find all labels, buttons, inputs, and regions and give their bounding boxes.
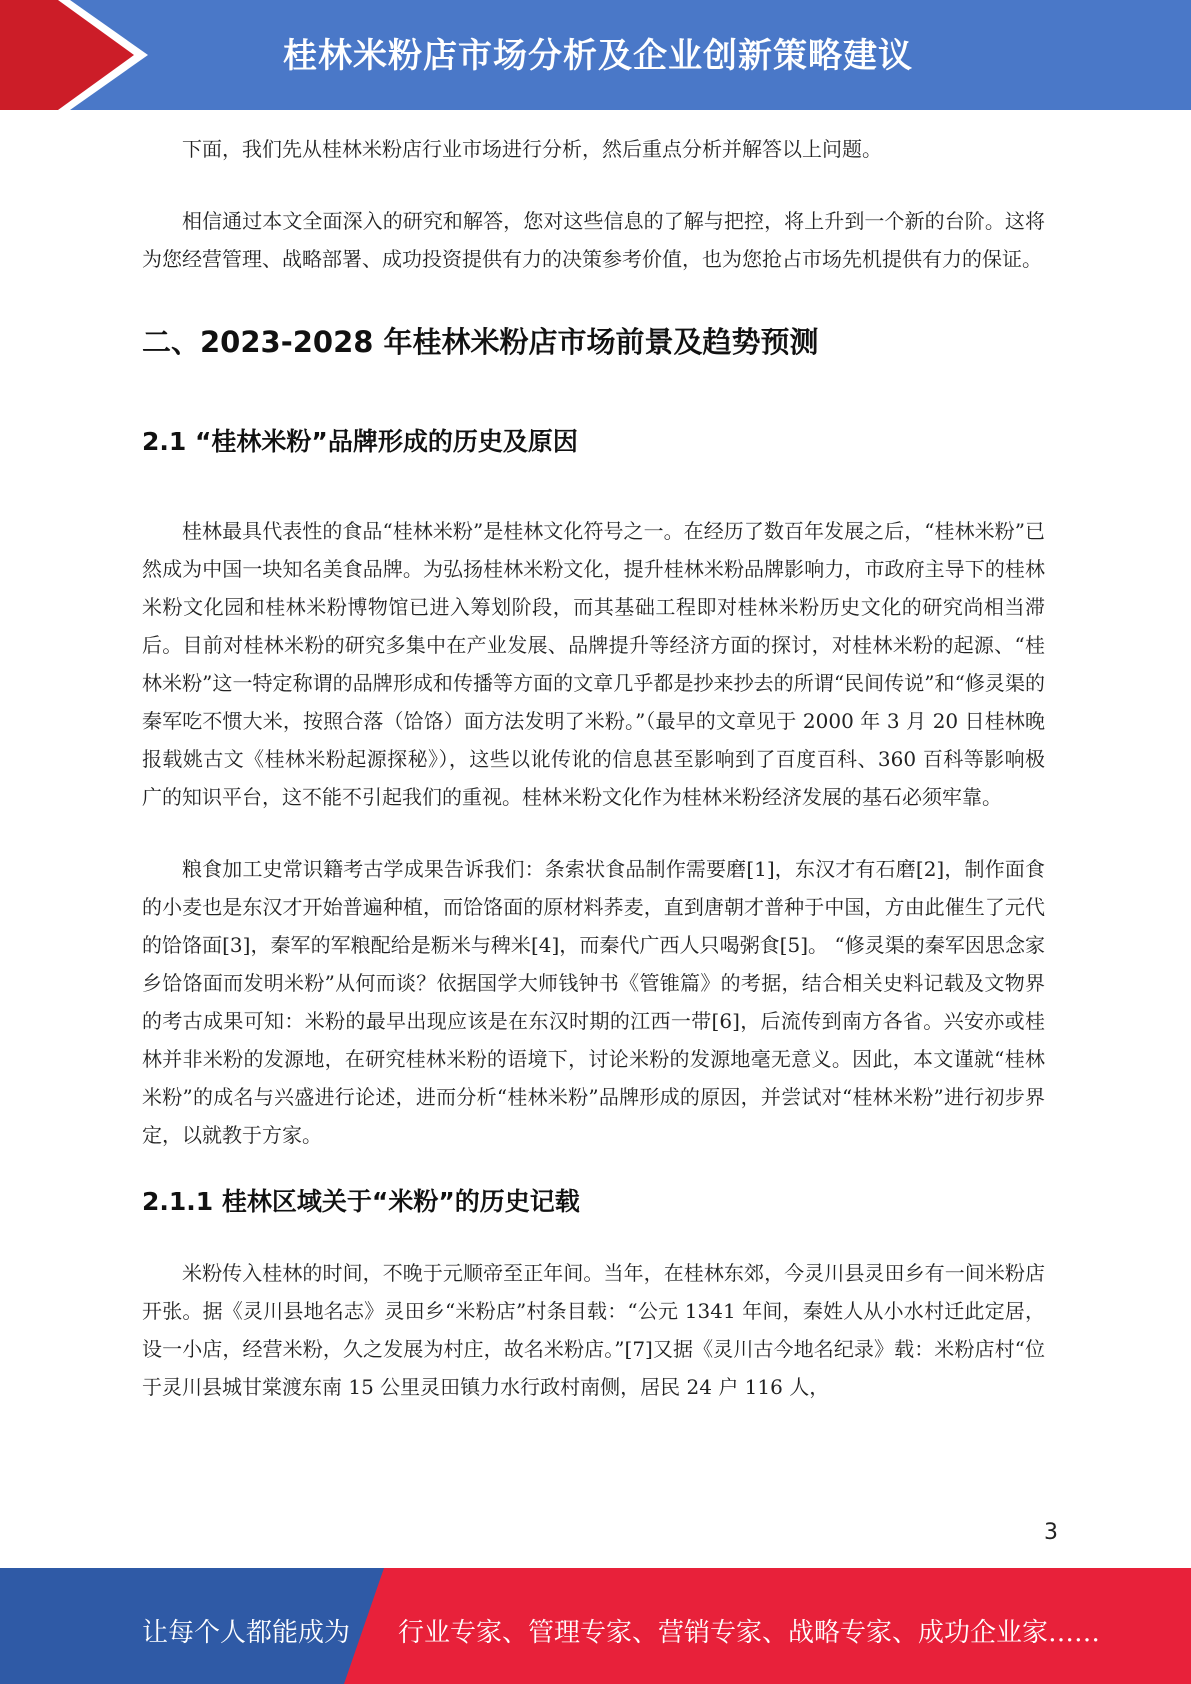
subsection-2-1-1-paragraph-1: 米粉传入桂林的时间，不晚于元顺帝至正年间。当年，在桂林东郊，今灵川县灵田乡有一间米粉店开张。据《灵川县地名志》灵田乡“米粉店”村条目载：“公元 1341 年间，秦姓人从小水村迁此定居，设一小店，经营米粉，久之发展为村庄，故名米粉店。”[7]又据《灵川古今地名纪录》载：米粉店村“位于灵川县城甘棠渡东南 15 公里灵田镇力水行政村南侧，居民 24 户 116 人， <box>142 1261 1045 1399</box>
footer-slogan-left: 让每个人都能成为 <box>142 1618 351 1648</box>
section-heading: 二、2023-2028 年桂林米粉店市场前景及趋势预测 <box>142 325 819 359</box>
page-header <box>0 0 1191 110</box>
intro-paragraph-2: 相信通过本文全面深入的研究和解答，您对这些信息的了解与把控，将上升到一个新的台阶。这将为您经营管理、战略部署、成功投资提供有力的决策参考价值，也为您抢占市场先机提供有力的保证。 <box>142 209 1045 271</box>
footer-slogan-right: 行业专家、管理专家、营销专家、战略专家、成功企业家…… <box>398 1618 1101 1648</box>
subsection-2-1-paragraph-2: 粮食加工史常识籍考古学成果告诉我们：条索状食品制作需要磨[1]，东汉才有石磨[2]，制作面食的小麦也是东汉才开始普遍种植，而饸饹面的原材料荞麦，直到唐朝才普种于中国，方由此催生了元代的饸饹面[3]，秦军的军粮配给是粝米与稗米[4]，而秦代广西人只喝粥食[5]。 “修灵渠的秦军因思念家乡饸饹面而发明米粉”从何而谈？依据国学大师钱钟书《管锥篇》的考据，结合相关史料记载及文物界的考古成果可知：米粉的最早出现应该是在东汉时期的江西一带[6]，后流传到南方各省。兴安亦或桂林并非米粉的发源地，在研究桂林米粉的语境下，讨论米粉的发源地毫无意义。因此，本文谨就“桂林米粉”的成名与兴盛进行论述，进而分析“桂林米粉”品牌形成的原因，并尝试对“桂林米粉”进行初步界定，以就教于方家。 <box>142 857 1045 1147</box>
document-title: 桂林米粉店市场分析及企业创新策略建议 <box>283 36 913 76</box>
subsection-heading-2-1: 2.1 “桂林米粉”品牌形成的历史及原因 <box>142 427 578 456</box>
page-footer <box>0 1568 1191 1684</box>
page-number: 3 <box>1044 1520 1058 1545</box>
page-content <box>142 130 1045 1406</box>
subsection-2-1-paragraph-1: 桂林最具代表性的食品“桂林米粉”是桂林文化符号之一。在经历了数百年发展之后，“桂林米粉”已然成为中国一块知名美食品牌。为弘扬桂林米粉文化，提升桂林米粉品牌影响力，市政府主导下的桂林米粉文化园和桂林米粉博物馆已进入筹划阶段，而其基础工程即对桂林米粉历史文化的研究尚相当滞后。目前对桂林米粉的研究多集中在产业发展、品牌提升等经济方面的探讨，对桂林米粉的起源、“桂林米粉”这一特定称谓的品牌形成和传播等方面的文章几乎都是抄来抄去的所谓“民间传说”和“修灵渠的秦军吃不惯大米，按照合落（饸饹）面方法发明了米粉。”（最早的文章见于 2000 年 3 月 20 日桂林晚报载姚古文《桂林米粉起源探秘》），这些以讹传讹的信息甚至影响到了百度百科、360 百科等影响极广的知识平台，这不能不引起我们的重视。桂林米粉文化作为桂林米粉经济发展的基石必须牢靠。 <box>142 519 1045 809</box>
intro-paragraph-1: 下面，我们先从桂林米粉店行业市场进行分析，然后重点分析并解答以上问题。 <box>182 137 882 161</box>
subsection-heading-2-1-1: 2.1.1 桂林区域关于“米粉”的历史记载 <box>142 1187 580 1216</box>
